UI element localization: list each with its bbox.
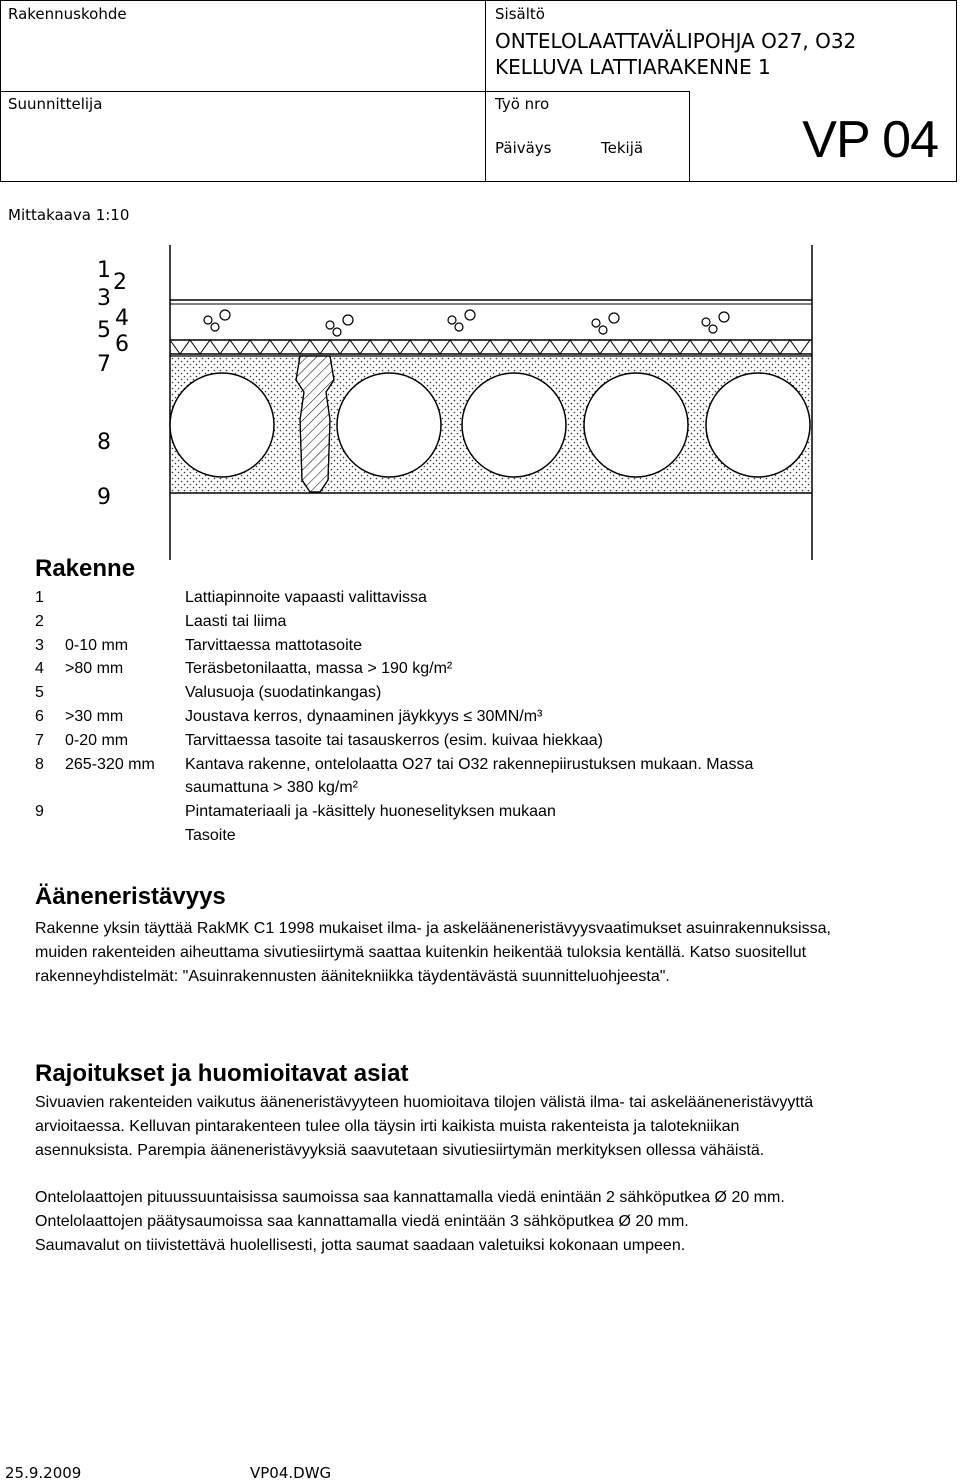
description-cell: Tarvittaessa mattotasoite	[185, 636, 362, 654]
floor-section-drawing	[160, 240, 820, 565]
layer-number-cell: 7	[35, 731, 44, 749]
description-cell: Joustava kerros, dynaaminen jäykkyys ≤ 30MN/m³	[185, 708, 543, 725]
limitations-text-2	[35, 1186, 955, 1258]
layer-number-cell: 9	[35, 803, 44, 821]
description-cell: Kantava rakenne, ontelolaatta O27 tai O32 rakennepiirustuksen mukaan. Massa	[185, 755, 754, 773]
designer-label: Suunnittelija	[8, 95, 103, 113]
date-label: Päiväys	[495, 139, 552, 157]
table-row	[35, 800, 935, 823]
scale-label: Mittakaava 1:10	[8, 206, 130, 224]
description-cell: Lattiapinnoite vapaasti valittavissa	[185, 589, 427, 606]
layer-number-cell: 1	[35, 589, 44, 606]
layer-number: 4	[115, 306, 129, 331]
layer-number: 2	[113, 270, 127, 295]
table-row	[35, 657, 935, 680]
thickness-cell: 265-320 mm	[65, 755, 155, 773]
layer-number-cell: 5	[35, 684, 44, 702]
layer-number: 1	[97, 258, 111, 283]
structure-heading: Rakenne	[35, 555, 136, 582]
acoustics-text	[35, 917, 955, 989]
footer-date: 25.9.2009	[5, 1464, 82, 1482]
text-line: arvioitaessa. Kelluvan pintarakenteen tulee olla täysin irti kaikista muista rakenteista ja talotekniikan	[35, 1118, 740, 1135]
table-row	[35, 824, 935, 847]
layer-number-cell: 3	[35, 636, 44, 654]
drawing-title-line2: KELLUVA LATTIARAKENNE 1	[495, 55, 771, 79]
footer-file: VP04.DWG	[250, 1464, 332, 1482]
text-line: Saumavalut on tiivistettävä huolellisesti, jotta saumat saadaan valetuiksi kokonaan umpeen.	[35, 1237, 686, 1254]
table-row	[35, 586, 935, 609]
drawing-code: VP 04	[802, 111, 938, 169]
layer-number-cell: 8	[35, 755, 44, 773]
text-line: muiden rakenteiden aiheuttama sivutiesiirtymä saattaa kuitenkin heikentää tuloksia kentällä. Katso suositellut	[35, 944, 807, 961]
text-line: Rakenne yksin täyttää RakMK C1 1998 mukaiset ilma- ja askelääneneristävyysvaatimukset asuinrakennuksissa,	[35, 920, 831, 937]
description-cell: Tasoite	[185, 827, 236, 844]
author-label: Tekijä	[601, 139, 644, 157]
table-row	[35, 634, 935, 657]
table-row	[35, 681, 935, 704]
title-block-divider	[0, 91, 485, 92]
text-line: rakenneyhdistelmät: "Asuinrakennusten äänitekniikka täydentävästä suunnitteluohjeesta".	[35, 968, 670, 985]
layer-number: 8	[97, 430, 111, 455]
layer-number-cell: 2	[35, 612, 44, 630]
layer-number: 3	[97, 286, 111, 311]
text-line: Ontelolaattojen päätysaumoissa saa kannattamalla viedä enintään 3 sähköputkea Ø 20 mm.	[35, 1213, 689, 1230]
limitations-text-1	[35, 1091, 955, 1163]
work-number-label: Työ nro	[495, 95, 550, 113]
layer-number: 9	[97, 485, 111, 510]
text-line: asennuksista. Parempia ääneneristävyyksiä saavutetaan sivutiesiirtymän merkityksen ollessa vähäistä.	[35, 1142, 765, 1159]
description-cell: Laasti tai liima	[185, 612, 287, 630]
thickness-cell: 0-20 mm	[65, 731, 129, 749]
description-cell: saumattuna > 380 kg/m²	[185, 779, 358, 797]
description-cell: Teräsbetonilaatta, massa > 190 kg/m²	[185, 660, 453, 678]
table-row	[35, 753, 935, 776]
thickness-cell: >30 mm	[65, 708, 124, 725]
layer-number: 5	[97, 318, 111, 343]
table-row	[35, 705, 935, 728]
table-row	[35, 776, 935, 799]
title-block-divider	[689, 91, 690, 182]
text-line: Ontelolaattojen pituussuuntaisissa saumoissa saa kannattamalla viedä enintään 2 sähköputkea Ø 20 mm.	[35, 1189, 785, 1206]
limitations-heading: Rajoitukset ja huomioitavat asiat	[35, 1060, 409, 1087]
layer-number-cell: 4	[35, 660, 44, 678]
table-row	[35, 729, 935, 752]
description-cell: Pintamateriaali ja -käsittely huoneselityksen mukaan	[185, 803, 556, 821]
layer-number-cell: 6	[35, 708, 44, 725]
thickness-cell: 0-10 mm	[65, 636, 129, 654]
layer-number: 7	[97, 352, 111, 377]
title-block-divider	[485, 91, 689, 92]
layer-number: 6	[115, 332, 129, 357]
thickness-cell: >80 mm	[65, 660, 124, 678]
project-label: Rakennuskohde	[8, 5, 127, 23]
text-line: Sivuavien rakenteiden vaikutus ääneneristävyyteen huomioitava tilojen välistä ilma- tai askelääneneristävyyttä	[35, 1094, 814, 1111]
drawing-title-line1: ONTELOLAATTAVÄLIPOHJA O27, O32	[495, 29, 857, 53]
description-cell: Valusuoja (suodatinkangas)	[185, 684, 382, 702]
acoustics-heading: Ääneneristävyys	[35, 883, 226, 910]
content-label: Sisältö	[495, 5, 545, 23]
table-row	[35, 610, 935, 633]
description-cell: Tarvittaessa tasoite tai tasauskerros (esim. kuivaa hiekkaa)	[185, 731, 603, 749]
